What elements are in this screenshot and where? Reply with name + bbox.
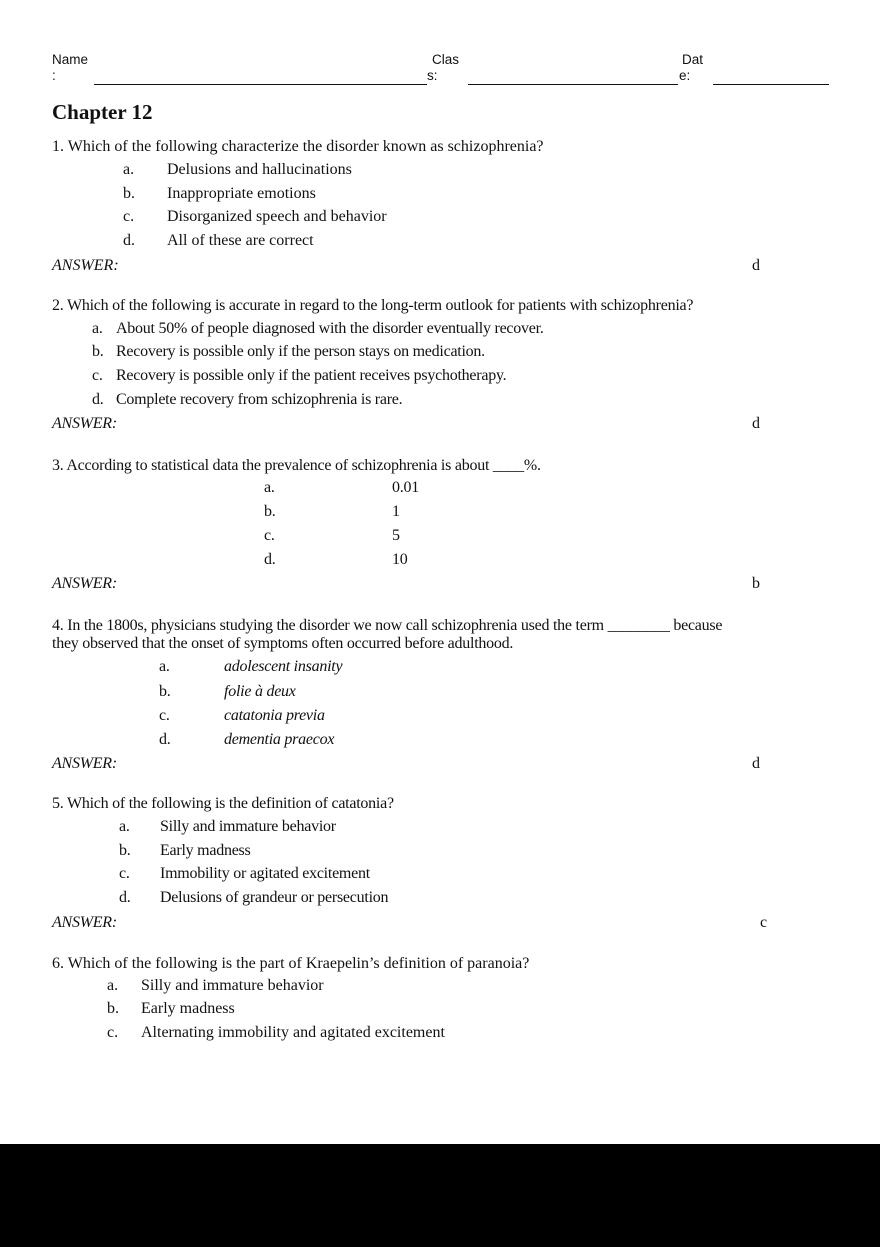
option-text: Complete recovery from schizophrenia is rare. bbox=[116, 391, 403, 408]
question-text: 3. According to statistical data the prevalence of schizophrenia is about ____%. bbox=[52, 457, 541, 474]
option-text: Delusions and hallucinations bbox=[167, 161, 352, 178]
date-label-suffix: e: bbox=[679, 68, 691, 83]
question-text-line-2: they observed that the onset of symptoms often occurred before adulthood. bbox=[52, 635, 514, 652]
answer-value: b bbox=[752, 575, 760, 592]
answer-label: ANSWER: bbox=[52, 575, 117, 592]
class-input-line[interactable] bbox=[468, 84, 678, 85]
option-letter: d. bbox=[159, 731, 171, 748]
answer-label: ANSWER: bbox=[52, 914, 117, 931]
question-text: 5. Which of the following is the definition of catatonia? bbox=[52, 795, 394, 812]
option-letter: d. bbox=[92, 391, 104, 408]
option-text: dementia praecox bbox=[224, 731, 335, 748]
option-letter: d. bbox=[264, 551, 276, 568]
option-text: Delusions of grandeur or persecution bbox=[160, 889, 389, 906]
option-text: About 50% of people diagnosed with the disorder eventually recover. bbox=[116, 320, 544, 337]
question-text-line-1: 4. In the 1800s, physicians studying the disorder we now call schizophrenia used the term ________ because bbox=[52, 617, 723, 634]
option-text: Alternating immobility and agitated excitement bbox=[141, 1024, 445, 1041]
option-text: folie à deux bbox=[224, 683, 296, 700]
answer-value: d bbox=[752, 755, 760, 772]
name-label-colon: : bbox=[52, 68, 56, 83]
option-letter: c. bbox=[123, 208, 135, 225]
option-letter: c. bbox=[107, 1024, 119, 1041]
option-letter: d. bbox=[123, 232, 135, 249]
option-letter: c. bbox=[119, 865, 130, 882]
option-text: adolescent insanity bbox=[224, 658, 343, 675]
chapter-title: Chapter 12 bbox=[52, 100, 153, 124]
option-text: All of these are correct bbox=[167, 232, 314, 249]
option-text: 10 bbox=[392, 551, 408, 568]
option-text: Silly and immature behavior bbox=[160, 818, 336, 835]
option-text: 5 bbox=[392, 527, 400, 544]
black-footer-bar bbox=[0, 1144, 880, 1247]
answer-label: ANSWER: bbox=[52, 257, 119, 274]
name-input-line[interactable] bbox=[94, 84, 427, 85]
option-text: 1 bbox=[392, 503, 400, 520]
option-letter: b. bbox=[92, 343, 104, 360]
date-label: Dat bbox=[682, 52, 704, 67]
option-letter: d. bbox=[119, 889, 131, 906]
answer-value: c bbox=[760, 914, 767, 931]
answer-value: d bbox=[752, 415, 760, 432]
class-label-suffix: s: bbox=[427, 68, 438, 83]
option-text: Silly and immature behavior bbox=[141, 977, 324, 994]
question-text: 6. Which of the following is the part of Kraepelin’s definition of paranoia? bbox=[52, 955, 530, 972]
option-letter: c. bbox=[92, 367, 103, 384]
option-text: Early madness bbox=[160, 842, 251, 859]
answer-label: ANSWER: bbox=[52, 755, 117, 772]
option-letter: b. bbox=[119, 842, 131, 859]
option-letter: a. bbox=[107, 977, 119, 994]
option-letter: a. bbox=[159, 658, 170, 675]
option-letter: a. bbox=[119, 818, 130, 835]
question-text: 1. Which of the following characterize the disorder known as schizophrenia? bbox=[52, 138, 544, 155]
option-letter: a. bbox=[264, 479, 275, 496]
option-letter: a. bbox=[123, 161, 135, 178]
option-text: catatonia previa bbox=[224, 707, 325, 724]
question-text: 2. Which of the following is accurate in regard to the long-term outlook for patients with schizophrenia? bbox=[52, 297, 694, 314]
date-input-line[interactable] bbox=[713, 84, 829, 85]
answer-label: ANSWER: bbox=[52, 415, 117, 432]
option-letter: c. bbox=[264, 527, 275, 544]
option-text: Disorganized speech and behavior bbox=[167, 208, 387, 225]
name-label: Name bbox=[52, 52, 89, 67]
option-letter: a. bbox=[92, 320, 103, 337]
option-letter: b. bbox=[123, 185, 135, 202]
option-letter: b. bbox=[264, 503, 276, 520]
option-text: Inappropriate emotions bbox=[167, 185, 316, 202]
option-text: Recovery is possible only if the patient receives psychotherapy. bbox=[116, 367, 507, 384]
option-letter: b. bbox=[159, 683, 171, 700]
option-text: Early madness bbox=[141, 1000, 235, 1017]
answer-value: d bbox=[752, 257, 760, 274]
option-text: Immobility or agitated excitement bbox=[160, 865, 370, 882]
option-letter: c. bbox=[159, 707, 170, 724]
option-letter: b. bbox=[107, 1000, 119, 1017]
class-label: Clas bbox=[432, 52, 460, 67]
option-text: Recovery is possible only if the person stays on medication. bbox=[116, 343, 485, 360]
option-text: 0.01 bbox=[392, 479, 419, 496]
